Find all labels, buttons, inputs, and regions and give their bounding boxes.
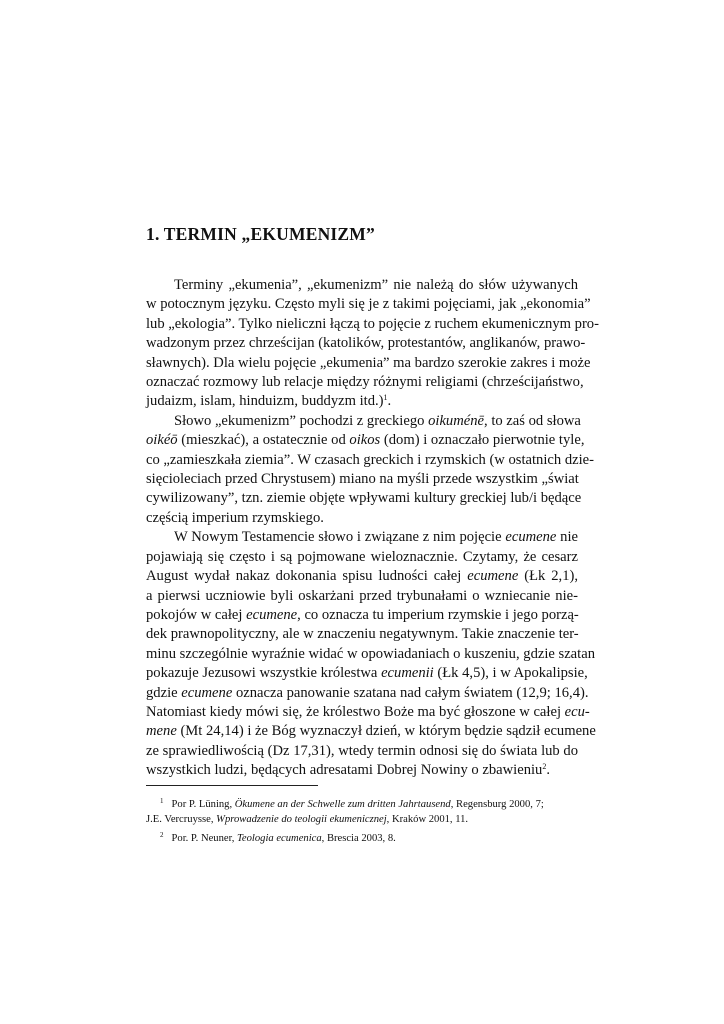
- text-line: [146, 509, 578, 528]
- text-line: [146, 276, 578, 295]
- text-run: , Regensburg 2000, 7;: [450, 799, 544, 810]
- text-run: .: [387, 393, 392, 410]
- body-text: [146, 276, 599, 781]
- text-line: [146, 334, 586, 353]
- text-run: oznaczać rozmowy lub relacje między różnymi religiami (chrześcijaństwo,: [146, 374, 584, 391]
- text-run: J.E. Vercruysse,: [146, 814, 217, 826]
- text-run: a pierwsi uczniowie byli oskarżani przed trybunałami o wzniecanie nie-: [146, 587, 578, 604]
- text-run: Słowo „ekumenizm” pochodzi z greckiego: [174, 412, 429, 429]
- text-run: ze sprawiedliwością (Dz 17,31), wtedy termin odnosi się do świata lub do: [146, 742, 578, 759]
- chapter-title: 1. TERMIN „EKUMENIZM”: [146, 224, 375, 244]
- text-run: cywilizowany”, tzn. ziemie objęte wpływami kultury greckiej lub/i będące: [146, 490, 582, 507]
- italic-term: oikos: [349, 432, 381, 449]
- italic-term: Wprowadzenie do teologii ekumenicznej: [216, 814, 387, 826]
- italic-term: ecumenii: [381, 665, 434, 682]
- text-line: [146, 489, 582, 508]
- italic-term: ecumene: [505, 529, 557, 546]
- text-run: (Mt 24,14) i że Bóg wyznaczył dzień, w którym będzie sądził ecumene: [176, 723, 596, 740]
- italic-term: oikéō: [146, 432, 178, 449]
- text-line: [146, 567, 578, 586]
- text-run: Por P. Lüning,: [171, 799, 235, 810]
- text-run: Natomiast kiedy mówi się, że królestwo Boże ma być głoszone w całej: [146, 703, 565, 720]
- text-line: [146, 664, 588, 683]
- text-run: sięcioleciach przed Chrystusem) miano na myśli przede wszystkim „świat: [146, 471, 579, 488]
- footnote-number: 2: [160, 831, 164, 840]
- footnote-reference: 2: [542, 762, 547, 772]
- italic-term: ecumene: [467, 568, 519, 585]
- text-line: [146, 548, 578, 567]
- text-run: .: [546, 762, 550, 779]
- footnote-reference: 1: [383, 393, 388, 403]
- paragraph: [146, 276, 599, 412]
- text-line: [146, 684, 589, 703]
- text-run: lub „ekologia”. Tylko nieliczni łączą to pojęcie z ruchem ekumenicznym pro-: [146, 315, 599, 332]
- text-run: (Łk 4,5), i w Apokalipsie,: [433, 665, 588, 682]
- text-run: judaizm, islam, hinduizm, buddyzm itd.): [146, 393, 384, 410]
- text-line: [146, 587, 578, 606]
- text-line: [146, 625, 578, 644]
- text-line: [146, 722, 596, 741]
- text-run: pokazuje Jezusowi wszystkie królestwa: [146, 665, 382, 682]
- footnote-2: [146, 831, 578, 846]
- paragraph: [146, 412, 595, 528]
- text-run: Terminy „ekumenia”, „ekumenizm” nie należą do słów używanych: [174, 277, 578, 293]
- text-line: [146, 354, 591, 373]
- text-run: wadzonym przez chrześcijan (katolików, protestantów, anglikanów, prawo-: [146, 335, 586, 352]
- text-line: [146, 412, 581, 431]
- text-line: [146, 528, 578, 547]
- text-line: [146, 315, 599, 334]
- text-run: (dom) i oznaczało pierwotnie tyle,: [380, 432, 585, 449]
- text-run: , Kraków 2001, 11.: [386, 814, 469, 826]
- footnotes: [146, 797, 578, 851]
- italic-term: ecu-: [564, 703, 590, 720]
- text-line: [146, 295, 591, 314]
- text-line: [146, 742, 578, 761]
- text-run: , to zaś od słowa: [484, 412, 581, 429]
- footnote-line: [146, 812, 578, 827]
- footnote-line: [146, 831, 578, 846]
- text-line: [146, 392, 578, 411]
- footnote-separator: [146, 785, 318, 786]
- text-line: [146, 470, 578, 489]
- text-line: [146, 451, 595, 470]
- italic-term: ecumene: [246, 606, 298, 623]
- text-run: minu szczególnie wyraźnie widać w opowiadaniach o kuszeniu, gdzie szatan: [146, 645, 595, 662]
- text-run: w potocznym języku. Często myli się je z takimi pojęciami, jak „ekonomia”: [146, 296, 591, 313]
- text-line: [146, 373, 584, 392]
- text-run: częścią imperium rzymskiego.: [146, 509, 324, 526]
- italic-term: mene: [146, 723, 177, 740]
- text-run: dek prawnopolityczny, ale w znaczeniu negatywnym. Takie znaczenie ter-: [146, 626, 579, 643]
- italic-term: Teologia ecumenica: [237, 833, 322, 845]
- text-run: co „zamieszkała ziemia”. W czasach greckich i rzymskich (w ostatnich dzie-: [146, 451, 595, 468]
- italic-term: ecumene: [181, 684, 233, 701]
- text-run: (Łk 2,1),: [518, 568, 579, 585]
- text-run: August wydał nakaz dokonania spisu ludności całej: [146, 568, 468, 585]
- text-run: , Brescia 2003, 8.: [321, 833, 396, 845]
- text-run: Por. P. Neuner,: [171, 833, 237, 845]
- text-run: oznacza panowanie szatana nad całym światem (12,9; 16,4).: [232, 684, 589, 701]
- text-line: [146, 761, 578, 780]
- text-line: [146, 431, 585, 450]
- text-run: W Nowym Testamencie słowo i związane z nim pojęcie: [174, 529, 506, 546]
- footnote-line: [146, 797, 578, 812]
- text-run: pojawiają się często i są pojmowane wieloznacznie. Czytamy, że cesarz: [146, 548, 578, 565]
- text-run: wszystkich ludzi, będących adresatami Dobrej Nowiny o zbawieniu: [146, 762, 543, 779]
- text-run: pokojów w całej: [146, 606, 247, 623]
- text-line: [146, 645, 595, 664]
- paragraph: [146, 528, 596, 780]
- text-line: [146, 606, 578, 625]
- text-run: gdzie: [146, 684, 182, 701]
- text-run: (mieszkać), a ostatecznie od: [177, 432, 350, 449]
- footnote-number: 1: [160, 797, 164, 805]
- text-run: sławnych). Dla wielu pojęcie „ekumenia” ma bardzo szerokie zakres i może: [146, 354, 591, 371]
- italic-term: Ökumene an der Schwelle zum dritten Jahrtausend: [234, 799, 451, 810]
- text-line: [146, 703, 590, 722]
- footnote-1: [146, 797, 578, 827]
- text-run: , co oznacza tu imperium rzymskie i jego porzą-: [297, 606, 579, 623]
- text-run: nie: [556, 529, 578, 546]
- italic-term: oikuménē: [428, 412, 485, 429]
